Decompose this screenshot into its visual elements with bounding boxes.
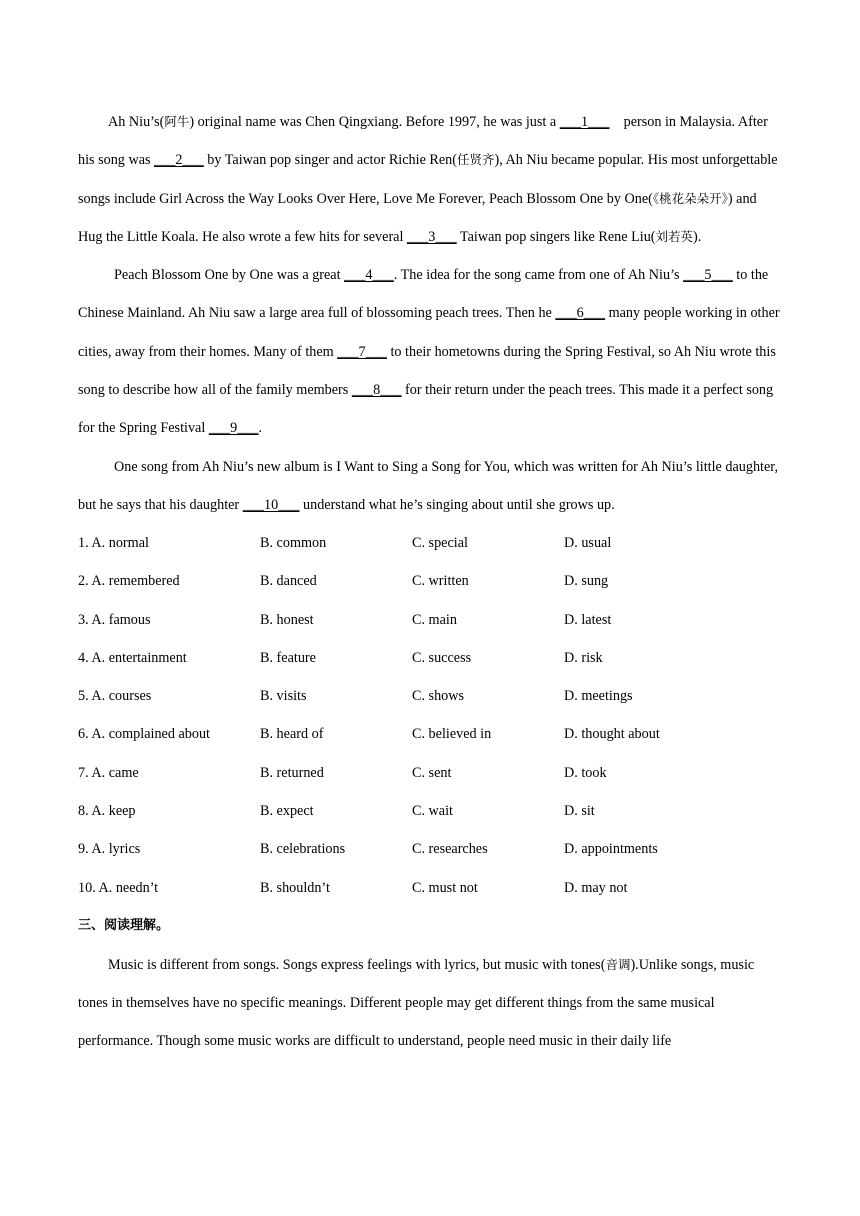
blank-6: ___6___ (555, 305, 606, 322)
option-choice: D. usual (564, 534, 612, 551)
text-run: many people working in other cities, away from their homes. Many of them (78, 305, 780, 360)
text-run: ).Unlike songs, music tones in themselves have no specific meanings. Different people may get different things from the same musical performance. Though some music works are difficult to understand, people need music in their daily life (78, 956, 755, 1050)
text-run: Peach Blossom One by One was a great (114, 267, 345, 284)
document-page (78, 103, 784, 1060)
option-choice: B. visits (260, 688, 307, 705)
chinese-annotation: 音调 (605, 956, 631, 972)
text-run: . The idea for the song came from one of Ah Niu’s (393, 267, 684, 284)
option-choice: B. expect (260, 802, 314, 819)
section-title: 三、阅读理解。 (78, 918, 170, 934)
reading-paragraph-1 (78, 946, 784, 1061)
chinese-annotation: 任贤齐 (457, 152, 495, 168)
option-choice: D. sung (564, 573, 609, 590)
blank-7: ___7___ (337, 343, 387, 360)
option-row (78, 524, 784, 562)
text-run: understand what he’s singing about until she grows up. (299, 496, 615, 513)
option-row (78, 754, 784, 792)
option-choice: 2. A. remembered (78, 573, 180, 590)
text-run: Taiwan pop singers like Rene Liu( (456, 228, 656, 245)
text-run: person in Malaysia. After his song was (78, 114, 772, 169)
option-choice: B. shouldn’t (260, 879, 330, 896)
option-choice: D. risk (564, 649, 603, 666)
option-choice: D. latest (564, 611, 612, 628)
option-choice: B. feature (260, 649, 316, 666)
option-row (78, 869, 784, 907)
option-row (78, 831, 784, 869)
blank-2: ___2___ (154, 152, 204, 169)
answer-options (78, 524, 784, 907)
option-choice: B. celebrations (260, 841, 346, 858)
option-choice: 1. A. normal (78, 534, 149, 551)
text-run: ) and Hug the Little Koala. He also wrote a few hits for several (78, 190, 757, 245)
option-choice: 3. A. famous (78, 611, 151, 628)
option-choice: C. researches (412, 841, 488, 858)
option-choice: D. took (564, 764, 607, 781)
blank-4: ___4___ (344, 267, 394, 284)
option-choice: D. may not (564, 879, 628, 896)
blank-9: ___9___ (208, 420, 259, 437)
text-run: to their hometowns during the Spring Festival, so Ah Niu wrote this song to describe how all of the family members (78, 343, 776, 399)
option-row (78, 677, 784, 715)
option-choice: 5. A. courses (78, 688, 152, 705)
text-run: ). (693, 228, 702, 245)
option-choice: 6. A. complained about (78, 726, 210, 743)
blank-1: ___1___ (559, 114, 610, 130)
option-choice: C. special (412, 534, 468, 551)
option-choice: 9. A. lyrics (78, 841, 141, 858)
chinese-annotation: 阿牛 (164, 114, 190, 129)
option-choice: B. returned (260, 764, 324, 781)
option-choice: C. sent (412, 764, 452, 781)
passage-paragraph-2 (78, 256, 784, 447)
option-choice: C. must not (412, 879, 478, 896)
option-choice: D. thought about (564, 726, 660, 743)
chinese-annotation: 刘若英 (655, 228, 694, 244)
passage-paragraph-3 (78, 448, 784, 525)
option-row (78, 792, 784, 830)
blank-5: ___5___ (683, 267, 733, 284)
option-choice: 7. A. came (78, 764, 139, 781)
text-run: by Taiwan pop singer and actor Richie Ren( (203, 152, 457, 169)
text-run: Ah Niu’s( (108, 114, 165, 130)
text-run: Music is different from songs. Songs express feelings with lyrics, but music with tones( (108, 956, 606, 973)
option-choice: D. sit (564, 802, 595, 819)
option-choice: B. honest (260, 611, 314, 628)
option-choice: C. success (412, 649, 472, 666)
text-run: ), Ah Niu became popular. His most unforgettable songs include Girl Across the Way Looks Over Here, Love Me Forever, Peach Blossom One by One( (78, 152, 778, 207)
option-choice: 8. A. keep (78, 802, 136, 819)
text-run: One song from Ah Niu’s new album is I Want to Sing a Song for You, which was written for Ah Niu’s little daughter, but he says that his daughter (78, 458, 778, 513)
text-run: ) original name was Chen Qingxiang. Before 1997, he was just a (189, 114, 560, 130)
option-choice: C. wait (412, 802, 453, 819)
option-choice: B. danced (260, 573, 317, 590)
blank-10: ___10___ (242, 496, 300, 513)
option-choice: C. main (412, 611, 457, 628)
option-choice: C. believed in (412, 726, 492, 743)
blank-3: ___3___ (406, 228, 457, 245)
option-choice: 4. A. entertainment (78, 649, 187, 666)
text-run: to the Chinese Mainland. Ah Niu saw a large area full of blossoming peach trees. Then he (78, 267, 769, 322)
chinese-annotation: 《桃花朵朵开》 (652, 190, 728, 206)
blank-8: ___8___ (351, 382, 402, 399)
passage-paragraph-1 (78, 103, 784, 256)
option-row (78, 563, 784, 601)
text-run: . (258, 420, 263, 437)
option-choice: C. shows (412, 688, 465, 705)
option-choice: 10. A. needn’t (78, 879, 159, 896)
option-choice: D. appointments (564, 841, 658, 858)
option-choice: B. heard of (260, 726, 324, 743)
option-row (78, 601, 784, 639)
text-run: for their return under the peach trees. This made it a perfect song for the Spring Festival (78, 382, 774, 437)
option-choice: D. meetings (564, 688, 633, 705)
option-choice: B. common (260, 534, 327, 551)
option-row (78, 716, 784, 754)
option-row (78, 639, 784, 677)
option-choice: C. written (412, 573, 469, 590)
